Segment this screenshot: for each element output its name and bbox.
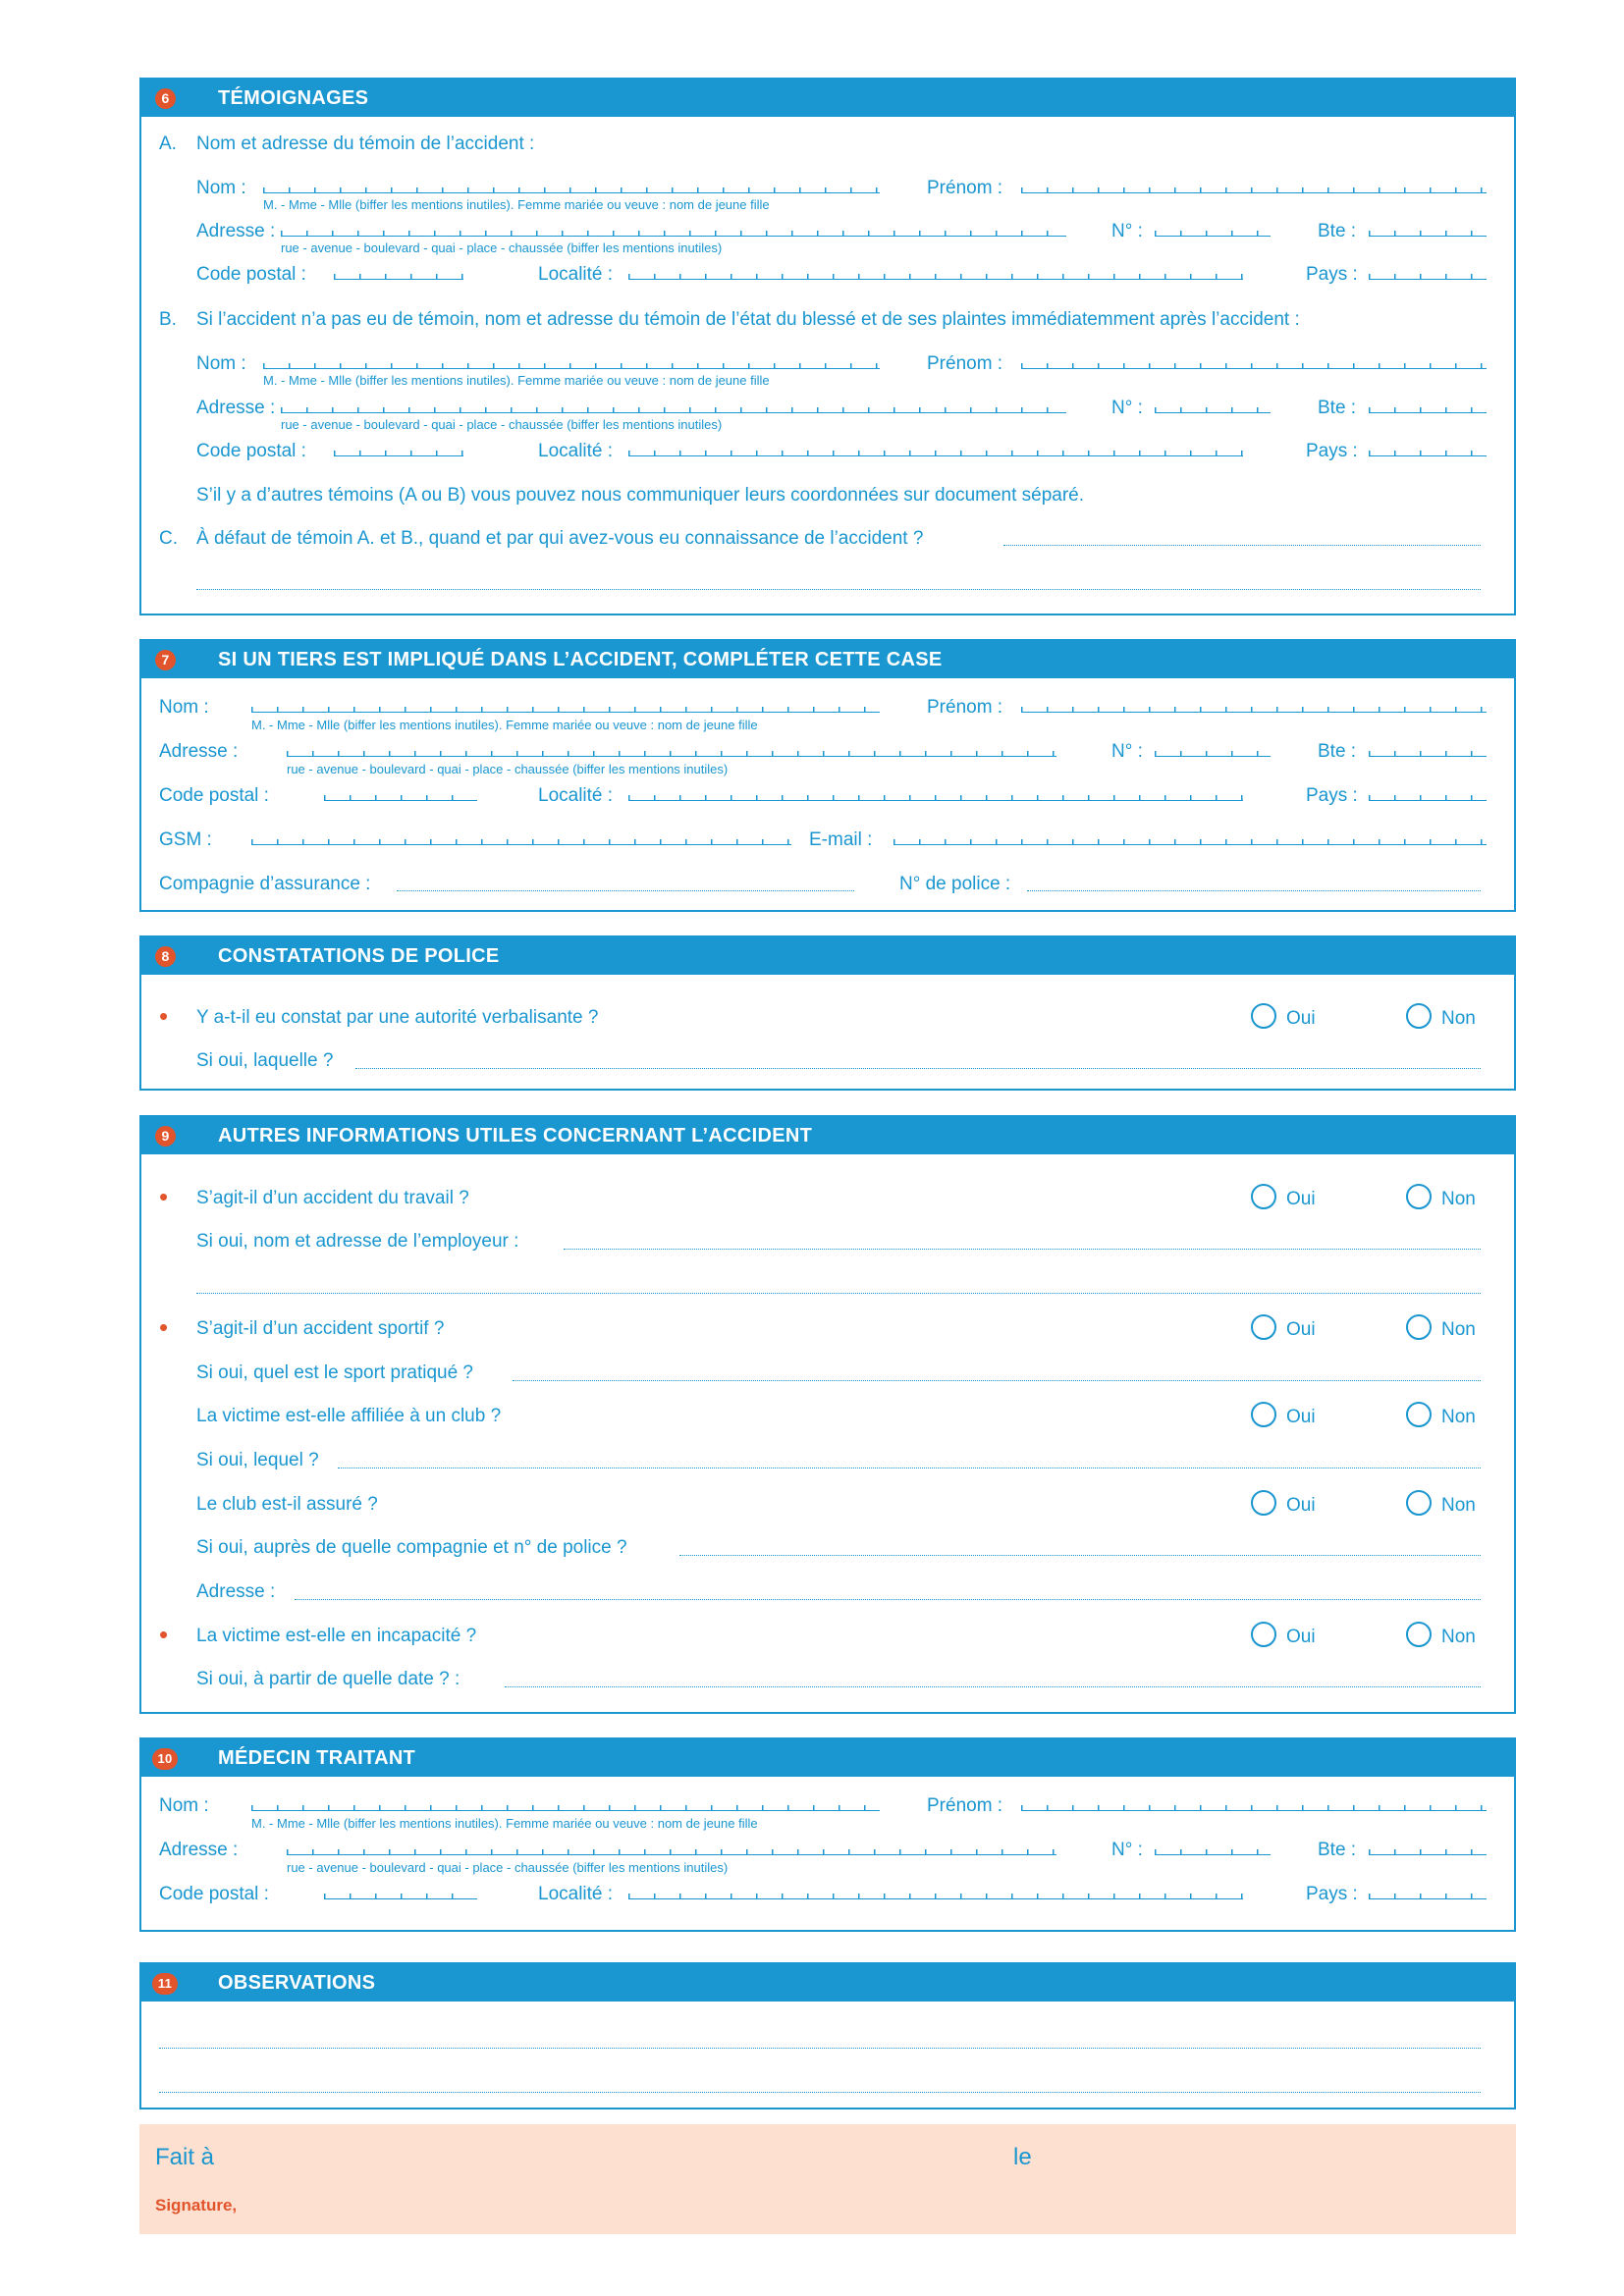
- adresse-hint: rue - avenue - boulevard - quai - place - chaussée (biffer les mentions inutiles): [281, 417, 723, 432]
- bullet: •: [159, 1312, 169, 1342]
- incapacite-follow-label: Si oui, à partir de quelle date ? :: [196, 1669, 460, 1689]
- adresse-hint: rue - avenue - boulevard - quai - place - chaussée (biffer les mentions inutiles): [287, 762, 729, 776]
- adresse-label: Adresse :: [159, 1840, 239, 1860]
- observations-line-2[interactable]: [159, 2092, 1481, 2093]
- assure-adresse-field[interactable]: [295, 1599, 1481, 1600]
- non-label: Non: [1441, 1008, 1476, 1029]
- section-title: CONSTATATIONS DE POLICE: [218, 945, 500, 967]
- email-field[interactable]: [893, 836, 1487, 845]
- code-postal-label: Code postal :: [196, 264, 306, 285]
- code-postal-field[interactable]: [334, 271, 463, 280]
- oui-radio[interactable]: [1251, 1490, 1276, 1516]
- witness-b-heading: Si l’accident n’a pas eu de témoin, nom et adresse du témoin de l’état du blessé et de ses plaintes immédiatemment après l’accident :: [196, 309, 1300, 330]
- pays-label: Pays :: [1306, 441, 1358, 461]
- prenom-field[interactable]: [1021, 185, 1487, 193]
- non-radio[interactable]: [1406, 1314, 1432, 1340]
- section-police: [139, 935, 1516, 1091]
- pays-field[interactable]: [1369, 271, 1487, 280]
- constat-follow-label: Si oui, laquelle ?: [196, 1050, 334, 1071]
- localite-field[interactable]: [628, 271, 1243, 280]
- constat-follow-field[interactable]: [355, 1068, 1481, 1069]
- adresse-field[interactable]: [281, 404, 1066, 413]
- knowledge-field[interactable]: [1003, 545, 1481, 546]
- prenom-field[interactable]: [1021, 1802, 1487, 1811]
- item-letter-a: A.: [159, 133, 177, 154]
- travail-question: S’agit-il d’un accident du travail ?: [196, 1188, 469, 1208]
- adresse-field[interactable]: [287, 748, 1056, 757]
- sport-follow-label: Si oui, quel est le sport pratiqué ?: [196, 1362, 474, 1383]
- bte-field[interactable]: [1369, 1846, 1487, 1855]
- oui-radio[interactable]: [1251, 1622, 1276, 1647]
- numero-label: N° :: [1111, 398, 1143, 418]
- bullet: •: [159, 1620, 169, 1649]
- knowledge-question: À défaut de témoin A. et B., quand et par qui avez-vous eu connaissance de l’accident ?: [196, 528, 924, 549]
- numero-field[interactable]: [1155, 1846, 1271, 1855]
- prenom-label: Prénom :: [927, 353, 1003, 374]
- section-number: 10: [152, 1748, 178, 1770]
- oui-label: Oui: [1286, 1407, 1316, 1427]
- oui-radio[interactable]: [1251, 1402, 1276, 1427]
- fait-a-label: Fait à: [155, 2144, 215, 2170]
- nom-hint: M. - Mme - Mlle (biffer les mentions inutiles). Femme mariée ou veuve : nom de jeune fille: [251, 718, 758, 732]
- non-radio[interactable]: [1406, 1622, 1432, 1647]
- section-autres-infos: [139, 1115, 1516, 1714]
- employeur-label: Si oui, nom et adresse de l’employeur :: [196, 1231, 519, 1252]
- section-number: 9: [155, 1126, 176, 1147]
- section-number: 6: [155, 88, 176, 109]
- police-label: N° de police :: [899, 874, 1011, 894]
- witness-a-heading: Nom et adresse du témoin de l’accident :: [196, 133, 535, 154]
- assure-adresse-label: Adresse :: [196, 1581, 276, 1602]
- assure-follow-label: Si oui, auprès de quelle compagnie et n° de police ?: [196, 1537, 627, 1558]
- section-number: 11: [152, 1973, 178, 1995]
- code-postal-label: Code postal :: [159, 1884, 269, 1904]
- nom-label: Nom :: [196, 178, 246, 198]
- non-radio[interactable]: [1406, 1402, 1432, 1427]
- item-letter-b: B.: [159, 309, 177, 330]
- non-label: Non: [1441, 1319, 1476, 1340]
- non-label: Non: [1441, 1495, 1476, 1516]
- incapacite-follow-field[interactable]: [505, 1686, 1481, 1687]
- oui-radio[interactable]: [1251, 1314, 1276, 1340]
- section-header: [141, 1739, 1514, 1777]
- adresse-field[interactable]: [281, 228, 1066, 237]
- incapacite-question: La victime est-elle en incapacité ?: [196, 1626, 477, 1646]
- code-postal-field[interactable]: [324, 792, 477, 801]
- adresse-hint: rue - avenue - boulevard - quai - place - chaussée (biffer les mentions inutiles): [281, 240, 723, 255]
- pays-label: Pays :: [1306, 1884, 1358, 1904]
- code-postal-field[interactable]: [334, 448, 463, 456]
- signature-label: Signature,: [155, 2196, 238, 2215]
- prenom-label: Prénom :: [927, 1795, 1003, 1816]
- nom-hint: M. - Mme - Mlle (biffer les mentions inutiles). Femme mariée ou veuve : nom de jeune fille: [263, 373, 770, 388]
- pays-label: Pays :: [1306, 264, 1358, 285]
- nom-label: Nom :: [196, 353, 246, 374]
- numero-label: N° :: [1111, 741, 1143, 762]
- non-label: Non: [1441, 1189, 1476, 1209]
- section-title: AUTRES INFORMATIONS UTILES CONCERNANT L’ACCIDENT: [218, 1125, 813, 1147]
- numero-label: N° :: [1111, 1840, 1143, 1860]
- non-label: Non: [1441, 1407, 1476, 1427]
- non-radio[interactable]: [1406, 1490, 1432, 1516]
- section-medecin: [139, 1737, 1516, 1932]
- compagnie-field[interactable]: [397, 890, 854, 891]
- constat-question: Y a-t-il eu constat par une autorité verbalisante ?: [196, 1007, 599, 1028]
- localite-label: Localité :: [538, 264, 614, 285]
- sport-follow-field[interactable]: [513, 1380, 1481, 1381]
- oui-radio[interactable]: [1251, 1184, 1276, 1209]
- knowledge-field-line2[interactable]: [196, 589, 1481, 590]
- club-follow-label: Si oui, lequel ?: [196, 1450, 319, 1470]
- nom-hint: M. - Mme - Mlle (biffer les mentions inutiles). Femme mariée ou veuve : nom de jeune fille: [263, 197, 770, 212]
- adresse-field[interactable]: [287, 1846, 1056, 1855]
- non-label: Non: [1441, 1627, 1476, 1647]
- assure-follow-field[interactable]: [679, 1555, 1481, 1556]
- section-header: [141, 80, 1514, 117]
- numero-field[interactable]: [1155, 748, 1271, 757]
- bullet: •: [159, 1001, 169, 1031]
- non-radio[interactable]: [1406, 1184, 1432, 1209]
- adresse-hint: rue - avenue - boulevard - quai - place - chaussée (biffer les mentions inutiles): [287, 1860, 729, 1875]
- bte-field[interactable]: [1369, 404, 1487, 413]
- section-title: OBSERVATIONS: [218, 1972, 376, 1994]
- oui-radio[interactable]: [1251, 1003, 1276, 1029]
- oui-label: Oui: [1286, 1189, 1316, 1209]
- nom-label: Nom :: [159, 697, 209, 718]
- bte-label: Bte :: [1318, 398, 1357, 418]
- nom-field[interactable]: [263, 360, 880, 369]
- section-header: [141, 1964, 1514, 2002]
- employeur-field[interactable]: [564, 1249, 1481, 1250]
- section-title: SI UN TIERS EST IMPLIQUÉ DANS L’ACCIDENT, COMPLÉTER CETTE CASE: [218, 649, 943, 670]
- section-title: TÉMOIGNAGES: [218, 87, 369, 109]
- section-header: [141, 937, 1514, 975]
- localite-field[interactable]: [628, 792, 1243, 801]
- section-number: 8: [155, 946, 176, 967]
- section-number: 7: [155, 650, 176, 670]
- adresse-label: Adresse :: [196, 398, 276, 418]
- prenom-label: Prénom :: [927, 697, 1003, 718]
- gsm-label: GSM :: [159, 829, 212, 850]
- adresse-label: Adresse :: [159, 741, 239, 762]
- assure-question: Le club est-il assuré ?: [196, 1494, 378, 1515]
- oui-label: Oui: [1286, 1495, 1316, 1516]
- numero-label: N° :: [1111, 221, 1143, 241]
- section-title: MÉDECIN TRAITANT: [218, 1747, 416, 1769]
- gsm-field[interactable]: [251, 836, 791, 845]
- oui-label: Oui: [1286, 1008, 1316, 1029]
- code-postal-label: Code postal :: [196, 441, 306, 461]
- bte-label: Bte :: [1318, 1840, 1357, 1860]
- bte-label: Bte :: [1318, 741, 1357, 762]
- nom-hint: M. - Mme - Mlle (biffer les mentions inutiles). Femme mariée ou veuve : nom de jeune fille: [251, 1816, 758, 1831]
- police-field[interactable]: [1027, 890, 1481, 891]
- compagnie-label: Compagnie d’assurance :: [159, 874, 371, 894]
- non-radio[interactable]: [1406, 1003, 1432, 1029]
- bullet: •: [159, 1182, 169, 1211]
- nom-field[interactable]: [263, 185, 880, 193]
- section-header: [141, 1117, 1514, 1154]
- nom-field[interactable]: [251, 704, 880, 713]
- section-temoignages: [139, 78, 1516, 615]
- employeur-field-line2[interactable]: [196, 1293, 1481, 1294]
- code-postal-field[interactable]: [324, 1891, 477, 1899]
- bte-field[interactable]: [1369, 748, 1487, 757]
- localite-label: Localité :: [538, 785, 614, 806]
- club-question: La victime est-elle affiliée à un club ?: [196, 1406, 502, 1426]
- numero-field[interactable]: [1155, 404, 1271, 413]
- observations-line-1[interactable]: [159, 2048, 1481, 2049]
- oui-label: Oui: [1286, 1319, 1316, 1340]
- pays-field[interactable]: [1369, 792, 1487, 801]
- sport-question: S’agit-il d’un accident sportif ?: [196, 1318, 445, 1339]
- email-label: E-mail :: [809, 829, 873, 850]
- item-letter-c: C.: [159, 528, 178, 549]
- nom-field[interactable]: [251, 1802, 880, 1811]
- prenom-label: Prénom :: [927, 178, 1003, 198]
- localite-field[interactable]: [628, 1891, 1243, 1899]
- pays-field[interactable]: [1369, 448, 1487, 456]
- prenom-field[interactable]: [1021, 704, 1487, 713]
- oui-label: Oui: [1286, 1627, 1316, 1647]
- bte-label: Bte :: [1318, 221, 1357, 241]
- signature-box: [139, 2124, 1516, 2234]
- section-header: [141, 641, 1514, 678]
- bte-field[interactable]: [1369, 228, 1487, 237]
- prenom-field[interactable]: [1021, 360, 1487, 369]
- section-tiers: [139, 639, 1516, 912]
- date-label: le: [1013, 2144, 1032, 2170]
- localite-label: Localité :: [538, 441, 614, 461]
- numero-field[interactable]: [1155, 228, 1271, 237]
- localite-label: Localité :: [538, 1884, 614, 1904]
- other-witnesses-note: S’il y a d’autres témoins (A ou B) vous pouvez nous communiquer leurs coordonnées sur document séparé.: [196, 485, 1085, 506]
- localite-field[interactable]: [628, 448, 1243, 456]
- nom-label: Nom :: [159, 1795, 209, 1816]
- adresse-label: Adresse :: [196, 221, 276, 241]
- code-postal-label: Code postal :: [159, 785, 269, 806]
- pays-label: Pays :: [1306, 785, 1358, 806]
- pays-field[interactable]: [1369, 1891, 1487, 1899]
- section-observations: [139, 1962, 1516, 2109]
